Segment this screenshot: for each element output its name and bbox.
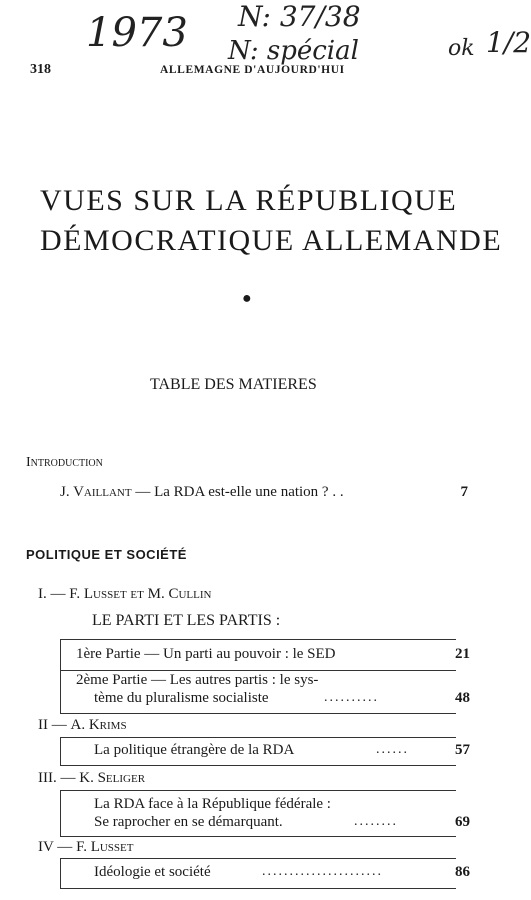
part-3-label: III. — [38,770,76,786]
divider [60,790,61,836]
divider [60,639,456,640]
divider [60,888,456,889]
divider [60,836,456,837]
part-2-authors: A. Krims [70,717,127,733]
introduction-page: 7 [460,484,468,500]
part-3-leader: ........ [354,814,398,829]
handwritten-year: 1973 [86,10,188,56]
part-4-title: Idéologie et société [94,864,211,880]
title-line-1: VUES SUR LA RÉPUBLIQUE [40,184,458,217]
part-1-item-2-page: 48 [455,690,470,706]
handwritten-issue-number: N: 37/38 [238,0,361,33]
handwritten-corner-mark: 1/2 [486,26,531,59]
divider [60,765,456,766]
running-title: ALLEMAGNE D'AUJOURD'HUI [160,64,345,76]
part-4-leader: ...................... [262,864,383,879]
part-1-item-2-line-2: tème du pluralisme socialiste [94,690,269,706]
part-2-leader: ...... [376,742,409,757]
part-4-page: 86 [455,864,470,880]
introduction-title: — La RDA est-elle une nation ? . . [135,484,344,500]
part-2-title: La politique étrangère de la RDA [94,742,295,758]
page-number: 318 [30,62,51,77]
title-line-2: DÉMOCRATIQUE ALLEMANDE [40,224,503,257]
part-1-item-2-line-1: 2ème Partie — Les autres partis : le sys- [76,672,319,688]
part-1-label: I. — [38,586,66,602]
part-1-item-1: 1ère Partie — Un parti au pouvoir : le SED [76,646,336,662]
part-1-subtitle: LE PARTI ET LES PARTIS : [92,612,281,629]
divider [60,713,456,714]
part-3-page: 69 [455,814,470,830]
part-2-page: 57 [455,742,470,758]
section-heading: POLITIQUE ET SOCIÉTÉ [26,547,187,562]
part-3-authors: K. Seliger [79,770,146,786]
handwritten-special: N: spécial [228,36,359,66]
part-4-label: IV — [38,839,73,855]
part-3-title-line-2: Se raprocher en se démarquant. [94,814,283,830]
part-1-header [38,586,211,603]
introduction-entry [60,484,344,501]
divider [60,790,456,791]
part-3-title-line-1: La RDA face à la République fédérale : [94,796,331,812]
part-2-label: II — [38,717,67,733]
introduction-heading: Introduction [26,455,103,470]
part-1-item-2-leader: .......... [324,690,379,705]
part-1-item-1-page: 21 [455,646,470,662]
toc-heading: TABLE DES MATIERES [150,376,317,393]
part-2-header [38,717,127,734]
introduction-author: J. Vaillant [60,484,132,500]
part-1-authors: F. Lusset et M. Cullin [69,586,212,602]
divider [60,858,456,859]
part-3-header [38,770,145,787]
divider [60,737,456,738]
ornament-bullet: ● [242,290,252,307]
divider [60,639,61,713]
divider [60,737,61,765]
handwritten-ok: ok [448,36,475,61]
divider [60,858,61,888]
part-4-header [38,839,133,856]
divider [60,670,456,671]
part-4-authors: F. Lusset [76,839,134,855]
